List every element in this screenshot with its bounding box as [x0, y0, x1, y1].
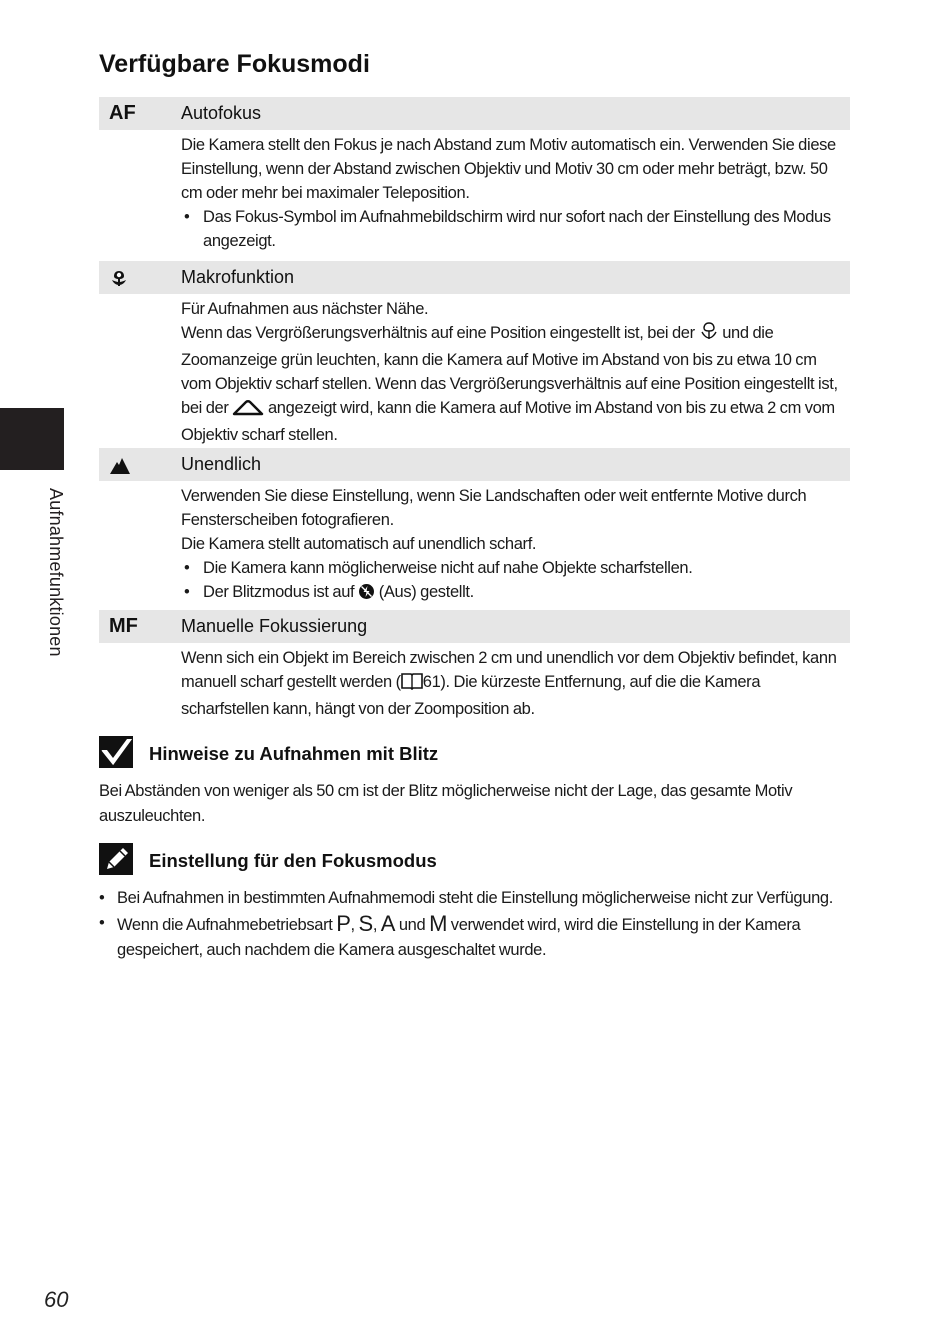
mode-a-icon: A	[380, 911, 396, 936]
chapter-tab	[0, 408, 64, 470]
mode-header	[99, 610, 850, 643]
mode-header	[99, 448, 850, 481]
note-flash-text	[99, 779, 844, 829]
af-icon: AF	[109, 102, 136, 124]
page-reference[interactable]: 61	[422, 673, 441, 691]
mode-macro	[99, 261, 850, 447]
page-number: 60	[44, 1287, 69, 1312]
paragraph: Für Aufnahmen aus nächster Nähe.	[181, 300, 429, 318]
flash-off-icon	[358, 583, 375, 607]
mode-name: Unendlich	[181, 454, 262, 474]
mode-header	[99, 97, 850, 130]
note-title: Einstellung für den Fokusmodus	[149, 850, 437, 871]
macro-icon	[109, 261, 149, 294]
mode-p-icon: P	[336, 911, 351, 936]
mode-manual	[99, 610, 850, 721]
mf-icon: MF	[109, 615, 138, 637]
paragraph: Die Kamera stellt den Fokus je nach Abstand zum Motiv automatisch ein. Verwenden Sie diese Einstellung, wenn der Abstand zwischen Objektiv und Motiv 30 cm oder mehr beträgt, bzw. 50 cm oder mehr bei maximaler Teleposition.	[181, 136, 836, 202]
note-title: Hinweise zu Aufnahmen mit Blitz	[149, 743, 439, 764]
mode-description	[181, 294, 850, 447]
mode-description	[181, 643, 850, 721]
mountain-icon	[109, 448, 149, 481]
chapter-label: Aufnahmefunktionen	[46, 488, 66, 657]
bullet-item: • Wenn die Aufnahmebetriebsart P, S, A und M verwendet wird, wird die Einstellung in der Kamera gespeichert, auch nachdem die Kamera ausgeschaltet wurde.	[99, 911, 844, 963]
page-title: Verfügbare Fokusmodi	[99, 50, 370, 78]
mode-description	[181, 130, 850, 253]
paragraph: Verwenden Sie diese Einstellung, wenn Sie Landschaften oder weit entfernte Motive durch Fensterscheiben fotografieren.	[181, 487, 807, 529]
mode-autofocus	[99, 97, 850, 253]
mode-name: Makrofunktion	[181, 267, 295, 287]
mode-header	[99, 261, 850, 294]
note-focus-header	[99, 843, 437, 879]
note-focus-text	[99, 886, 844, 963]
mode-s-icon: S	[358, 911, 373, 936]
paragraph: Bei Abständen von weniger als 50 cm ist der Blitz möglicherweise nicht der Lage, das gesamte Motiv auszuleuchten.	[99, 782, 793, 825]
mode-name: Manuelle Fokussierung	[181, 616, 368, 636]
macro-outline-icon	[699, 321, 719, 348]
mode-name: Autofokus	[181, 103, 262, 123]
bullet-item: • Der Blitzmodus ist auf (Aus) gestellt.	[181, 580, 850, 607]
bullet-item: • Die Kamera kann möglicherweise nicht auf nahe Objekte scharfstellen.	[181, 556, 850, 580]
check-icon	[99, 736, 133, 773]
paragraph: Die Kamera stellt automatisch auf unendlich scharf.	[181, 535, 537, 553]
mode-m-icon: M	[429, 911, 448, 936]
pencil-icon	[99, 843, 133, 880]
book-reference-icon	[401, 672, 423, 697]
mode-description	[181, 481, 850, 607]
paragraph: Wenn sich ein Objekt im Bereich zwischen 2 cm und unendlich vor dem Objektiv befindet, kann manuell scharf gestellt werden ( 61). Die kürzeste Entfernung, auf die die Kamera scharfstellen kann, hängt von der Zoomposition ab.	[181, 649, 837, 718]
bullet-item: • Bei Aufnahmen in bestimmten Aufnahmemodi steht die Einstellung möglicherweise nicht zur Verfügung.	[99, 886, 844, 911]
mode-infinity	[99, 448, 850, 607]
zoom-arc-icon	[232, 398, 264, 423]
note-flash-header	[99, 736, 438, 772]
paragraph: Wenn das Vergrößerungsverhältnis auf eine Position eingestellt ist, bei der und die Zoomanzeige grün leuchten, kann die Kamera auf Motive im Abstand von bis zu etwa 10 cm vom Objektiv scharf stellen. Wenn das Vergrößerungsverhältnis auf eine Position eingestellt ist, bei der angezeigt wird, kann die Kamera auf Motive im Abstand von bis zu etwa 2 cm vom Objektiv scharf stellen.	[181, 321, 850, 447]
bullet-item: • Das Fokus-Symbol im Aufnahmebildschirm wird nur sofort nach der Einstellung des Modus angezeigt.	[181, 205, 850, 253]
